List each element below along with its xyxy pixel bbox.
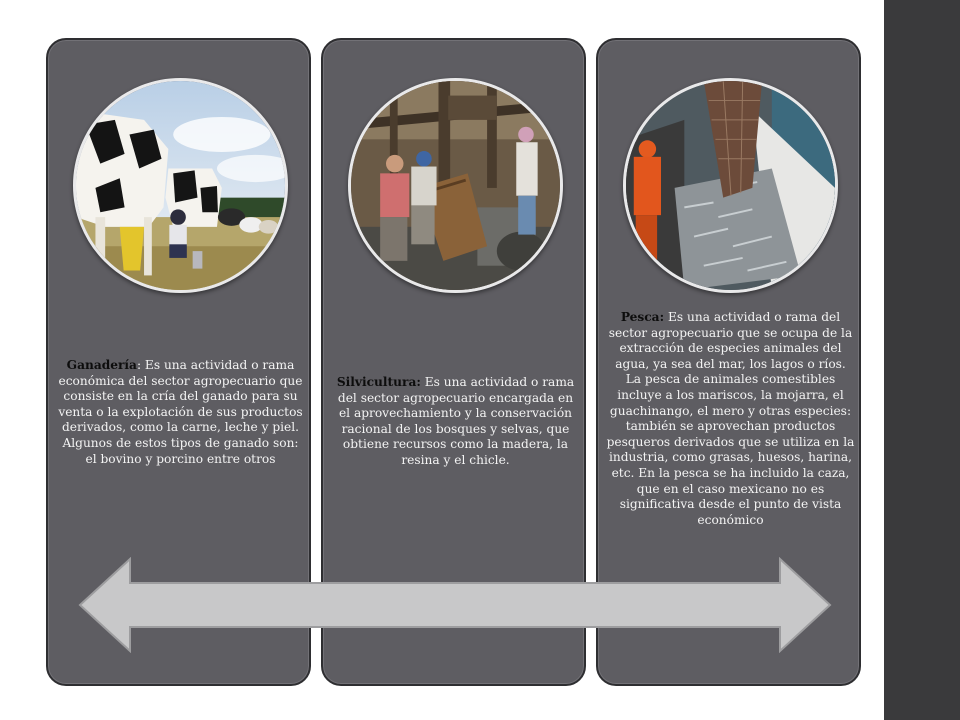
term-pesca: Pesca: — [620, 310, 665, 324]
caption-pesca — [606, 310, 855, 528]
term-silvicultura: Silvicultura: — [336, 375, 421, 389]
fishing-catch-photo — [623, 78, 838, 293]
description-pesca: Es una actividad o rama del sector agropecuario que se ocupa de la extracción de especies animales del agua, ya sea del mar, los lagos o ríos. La pesca de animales comestibles incluye a los mariscos, la mojarra, el guachinango, el mero y otras especies: también se aprovechan productos pesqueros derivados que se utiliza en la industria, como grasas, huesos, harina, etc. En la pesca se ha incluido la caza, que en el caso mexicano no es significativa desde el punto de vista económico — [606, 310, 855, 527]
description-silvicultura: Es una actividad o rama del sector agropecuario encargada en el aprovechamiento y la conservación racional de los bosques y selvas, que obtiene recursos como la madera, la resina y el chicle. — [337, 375, 575, 467]
double-arrow-icon — [78, 557, 832, 653]
term-separator: : — [136, 358, 142, 372]
cattle-milking-photo — [73, 78, 288, 293]
description-ganaderia: Es una actividad o rama económica del sector agropecuario que consiste en la cría del ganado para su venta o la explotación de sus productos derivados, como la carne, leche y piel. Algunos de estos tipos de ganado son: el bovino y porcino entre otros — [58, 358, 303, 466]
sawmill-workers-photo — [348, 78, 563, 293]
caption-ganaderia — [56, 358, 305, 467]
term-ganaderia: Ganadería — [66, 358, 137, 372]
right-sidebar-bar — [884, 0, 960, 720]
caption-silvicultura — [331, 375, 580, 469]
